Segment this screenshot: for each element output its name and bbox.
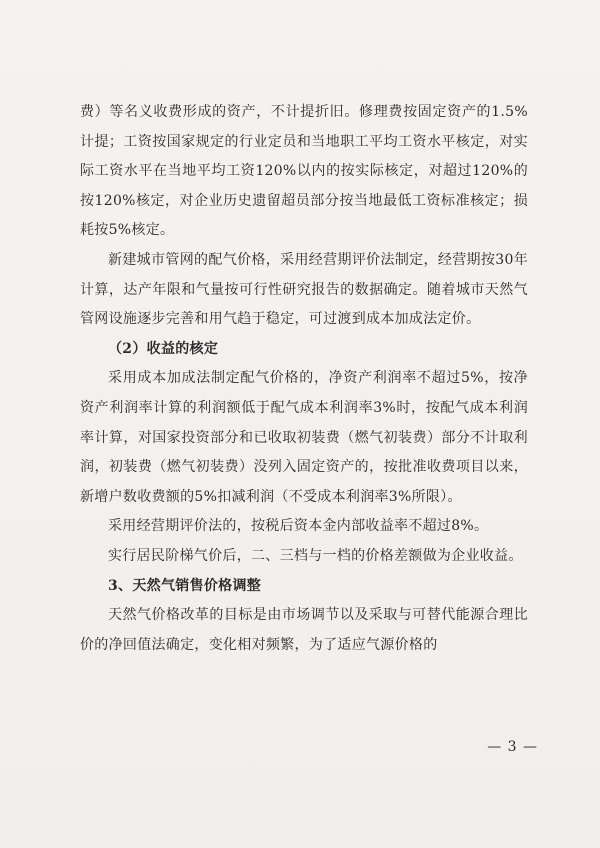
paragraph-cost-plus-method: 采用成本加成法制定配气价格的，净资产利润率不超过5%，按净资产利润率计算的利润额低于配气成本利润率3%时，按配气成本利润率计算，对国家投资部分和已收取初装费（燃气初装费）部分不计取利润，初装费（燃气初装费）没列入固定资产的，按批准收费项目以来，新增户数收费额的5%扣减利润（不受成本利润率3%所限）。 (80, 370, 528, 505)
page-number: — 3 — (487, 739, 538, 755)
paragraph-price-reform: 天然气价格改革的目标是由市场调节以及采取与可替代能源合理比价的净回值法确定，变化相对频繁，为了适应气源价格的 (80, 607, 528, 653)
section-heading-sales-price-adjustment: 3、天然气销售价格调整 (108, 577, 262, 594)
paragraph-new-network-pricing: 新建城市管网的配气价格，采用经营期评价法制定，经营期按30年计算，达产年限和气量按可行性研究报告的数据确定。随着城市天然气管网设施逐步完善和用气趋于稳定，可过渡到成本加成法定价。 (80, 251, 528, 328)
subheading-income-verification: （2）收益的核定 (108, 340, 219, 357)
paragraph-depreciation: 费）等名义收费形成的资产，不计提折旧。修理费按固定资产的1.5%计提；工资按国家规定的行业定员和当地职工平均工资水平核定，对实际工资水平在当地平均工资120%以内的按实际核定，对超过120%的按120%核定，对企业历史遗留超员部分按当地最低工资标准核定；损耗按5%核定。 (80, 104, 528, 239)
document-body (80, 98, 528, 660)
paragraph-tiered-pricing: 实行居民阶梯气价后，二、三档与一档的价格差额做为企业收益。 (108, 547, 523, 564)
paragraph-operating-period-method: 采用经营期评价法的，按税后资本金内部收益率不超过8%。 (108, 518, 489, 535)
